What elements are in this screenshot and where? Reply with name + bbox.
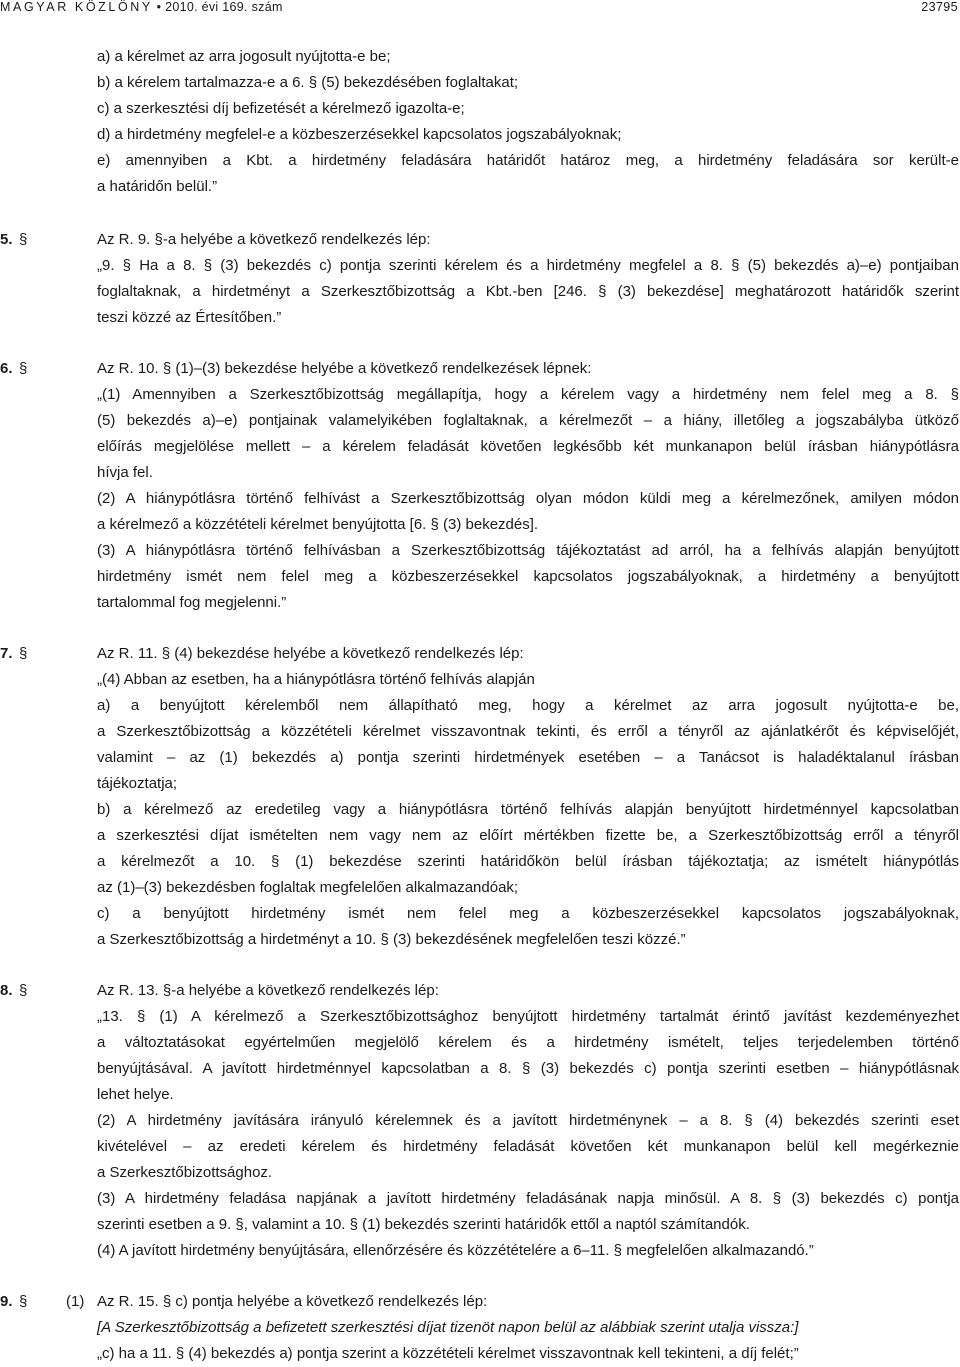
section-heading-line (0, 356, 959, 382)
section-text: Az R. 15. § c) pontja helyébe a következő rendelkezés lép: (97, 1293, 488, 1310)
section-5 (0, 227, 960, 331)
section-heading-line (0, 641, 959, 667)
section-line: a) a benyújtott kérelemből nem állapítható meg, hogy a kérelmet az arra jogosult nyújtotta-e be, (97, 697, 959, 714)
section-number: 6. (0, 360, 13, 377)
section-line: a szerkesztési díjat ismételten nem vagy nem az előírt mértékben fizette be, a Szerkesztőbizottság erről a tényről (97, 827, 959, 844)
section-text: Az R. 11. § (4) bekezdése helyébe a következő rendelkezés lép: (97, 645, 524, 662)
section-line: c) a benyújtott hirdetmény ismét nem felel meg a közbeszerzésekkel kapcsolatos jogszabályoknak, (97, 905, 959, 922)
intro-line: e) amennyiben a Kbt. a hirdetmény feladására határidőt határoz meg, a hirdetmény feladására sor került-e (97, 152, 959, 169)
intro-line: a) a kérelmet az arra jogosult nyújtotta-e be; (97, 48, 391, 65)
section-7 (0, 641, 960, 953)
section-line: (3) A hirdetmény feladása napjának a javított hirdetmény feladásának napja minősül. A 8. § (3) bekezdés c) pontja (97, 1190, 959, 1207)
page-number: 23795 (921, 0, 958, 14)
section-line: b) a kérelmező az eredetileg vagy a hiánypótlásra történő felhívás alapján benyújtott hirdetménnyel kapcsolatban (97, 801, 959, 818)
issue-info: • 2010. évi 169. szám (152, 0, 283, 14)
section-line: a Szerkesztőbizottság a közzétételi kérelmet visszavontnak tekinti, és erről a tényről az ajánlatkérőt és képviselőjét, (97, 723, 959, 740)
section-line: a kérelmezőt a 10. § (1) bekezdése szerinti határidőkön belül írásban tájékoztatja; az ismételt hiánypótlás (97, 853, 959, 870)
section-6 (0, 356, 960, 616)
section-line: teszi közzé az Értesítőben.” (97, 309, 282, 326)
intro-block (0, 44, 960, 200)
document-body (0, 44, 960, 1367)
section-heading-line (0, 227, 959, 253)
section-line: (4) A javított hirdetmény benyújtására, ellenőrzésére és közzétételére a 6–11. § megfelelően alkalmazandó.” (97, 1242, 814, 1259)
section-line: „c) ha a 11. § (4) bekezdés a) pontja szerint a közzétételi kérelmet visszavontnak kell tekinteni, a díj felét;” (97, 1345, 799, 1362)
section-line: a változtatásokat egyértelműen megjelölő kérelem és a hirdetmény ismételt, teljes terjedelemben történő (97, 1034, 959, 1051)
section-number: 7. (0, 645, 13, 662)
section-sign: § (19, 360, 28, 377)
section-heading-line (0, 978, 959, 1004)
section-number: 9. (0, 1293, 13, 1310)
section-line: (2) A hirdetmény javítására irányuló kérelemnek és a javított hirdetménynek – a 8. § (4) bekezdés szerinti eset (97, 1112, 959, 1129)
section-heading-line (0, 1289, 959, 1315)
section-text: Az R. 13. §-a helyébe a következő rendelkezés lép: (97, 982, 439, 999)
section-9 (0, 1289, 960, 1367)
section-line: „(4) Abban az esetben, ha a hiánypótlásra történő felhívás alapján (97, 671, 535, 688)
intro-line: b) a kérelem tartalmazza-e a 6. § (5) bekezdésében foglaltakat; (97, 74, 519, 91)
section-sign: § (19, 645, 28, 662)
section-line: tájékoztatja; (97, 775, 178, 792)
section-line: valamint – az (1) bekezdés a) pontja szerinti hirdetmények esetében – a Tanácsot is haladéktalanul írásban (97, 749, 959, 766)
intro-line: c) a szerkesztési díj befizetését a kérelmező igazolta-e; (97, 100, 465, 117)
section-line: „9. § Ha a 8. § (3) bekezdés c) pontja szerinti kérelem és a hirdetmény megfelel a 8. § (5) bekezdés a)–e) pontjaiban (97, 257, 959, 274)
header-left (0, 0, 283, 14)
section-line: lehet helye. (97, 1086, 174, 1103)
section-line: hirdetmény ismét nem felel meg a közbeszerzésekkel kapcsolatos jogszabályoknak, a hirdetmény a benyújtott (97, 568, 959, 585)
section-8 (0, 978, 960, 1264)
subsection-number: (1) (66, 1293, 85, 1310)
section-sign: § (19, 1293, 28, 1310)
section-line: „13. § (1) A kérelmező a Szerkesztőbizottsághoz benyújtott hirdetmény tartalmát érintő javítást kezdeményezhet (97, 1008, 959, 1025)
section-line: a kérelmező a közzétételi kérelmet benyújtotta [6. § (3) bekezdés]. (97, 516, 539, 533)
section-line-italic: [A Szerkesztőbizottság a befizetett szerkesztési díjat tizenöt napon belül az alábbiak szerint utalja vissza:] (97, 1319, 799, 1336)
section-line: az (1)–(3) bekezdésben foglaltak megfelelően alkalmazandóak; (97, 879, 519, 896)
section-sign: § (19, 982, 28, 999)
section-line: tartalommal fog megjelenni.” (97, 594, 287, 611)
section-line: a Szerkesztőbizottsághoz. (97, 1164, 273, 1181)
section-text: Az R. 9. §-a helyébe a következő rendelkezés lép: (97, 231, 431, 248)
section-line: foglaltaknak, a hirdetményt a Szerkesztőbizottság a Kbt.-ben [246. § (3) bekezdése] meghatározott határidők szerint (97, 283, 959, 300)
section-line: (3) A hiánypótlásra történő felhívásban a Szerkesztőbizottság tájékoztatást ad arról, ha a felhívás alapján benyújtott (97, 542, 959, 559)
section-line: (5) bekezdés a)–e) pontjainak valamelyikében foglaltaknak, a kérelmezőt – a hiány, illetőleg a jogszabályba ütköző (97, 412, 959, 429)
page-header (0, 0, 960, 16)
section-line: „(1) Amennyiben a Szerkesztőbizottság megállapítja, hogy a kérelem vagy a hirdetmény nem felel meg a 8. § (97, 386, 959, 403)
section-line: hívja fel. (97, 464, 153, 481)
section-text: Az R. 10. § (1)–(3) bekezdése helyébe a következő rendelkezések lépnek: (97, 360, 592, 377)
section-line: kivételével – az eredeti kérelem és hirdetmény feladását követően két munkanapon belül kell megérkeznie (97, 1138, 959, 1155)
section-number: 5. (0, 231, 13, 248)
section-number: 8. (0, 982, 13, 999)
publication-title: MAGYAR KÖZLÖNY (0, 0, 153, 14)
section-line: (2) A hiánypótlásra történő felhívást a Szerkesztőbizottság olyan módon küldi meg a kérelmezőnek, amilyen módon (97, 490, 959, 507)
intro-line: d) a hirdetmény megfelel-e a közbeszerzésekkel kapcsolatos jogszabályoknak; (97, 126, 622, 143)
section-line: előírás megjelölése mellett – a kérelem feladását követően legkésőbb két munkanapon belül írásban hiánypótlásra (97, 438, 959, 455)
section-sign: § (19, 231, 28, 248)
section-line: a Szerkesztőbizottság a hirdetményt a 10. § (3) bekezdésének megfelelően teszi közzé.” (97, 931, 686, 948)
section-line: szerinti esetben a 9. §, valamint a 10. § (1) bekezdés szerinti határidők ettől a naptól számítandók. (97, 1216, 750, 1233)
intro-line: a határidőn belül.” (97, 178, 218, 195)
section-line: benyújtásával. A javított hirdetménnyel kapcsolatban a 8. § (3) bekezdés c) pontja szerinti esetben – hiánypótlásnak (97, 1060, 959, 1077)
